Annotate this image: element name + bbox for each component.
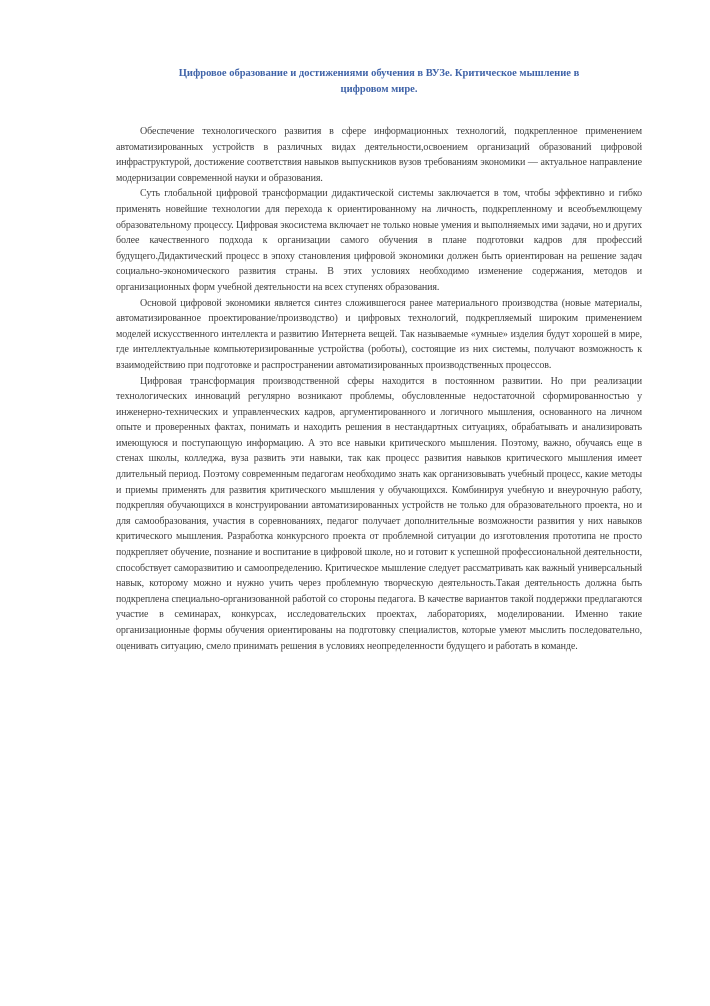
document-title: Цифровое образование и достижениями обучения в ВУЗе. Критическое мышление в цифровом мире. <box>178 68 580 95</box>
paragraph-1: Обеспечение технологического развития в сфере информационных технологий, подкрепленное применением автоматизированных устройств в различных видах деятельности,освоением организаций образований цифровой инфраструктурой, достижение соответствия навыков выпускников вузов требованиям экономики — актуальное направление модернизации современной науки и образования. <box>116 126 642 184</box>
paragraph-3: Основой цифровой экономики является синтез сложившегося ранее материального производства (новые материалы, автоматизированное проектирование/производство) и цифровых технологий, подкрепляемый широким применением моделей искусственного интеллекта и развитию Интернета вещей. Так называемые «умные» изделия будут хорошей в мире, где интеллектуальные компьютеризированные устройства (роботы), состоящие из них системы, получают возможность к взаимодействию при подготовке и распространении автоматизированных производственных процессов. <box>116 297 642 371</box>
paragraph-4: Цифровая трансформация производственной сферы находится в постоянном развитии. Но при реализации технологических инноваций регулярно возникают проблемы, обусловленные недостаточной сформированностью у инженерно-технических и управленческих кадров, аргументированного и логичного мышления, основанного на личном опыте и проверенных фактах, понимать и находить решения в нестандартных ситуациях, обрабатывать и анализировать имеющуюся и поступающую информацию. А это все навыки критического мышления. Поэтому, важно, обучаясь еще в стенах школы, колледжа, вуза развить эти навыки, так как процесс развития навыков критического мышления имеет длительный период. Поэтому современным педагогам необходимо знать как организовывать учебный процесс, какие методы и приемы применять для развития критического мышления у обучающихся. Комбинируя учебную и внеурочную работу, подкрепляя обучающихся в конструировании автоматизированных устройств не только для образовательного проекта, но и для самообразования, участия в соревнованиях, педагог получает дополнительные возможности развития у них навыков критического мышления. Разработка конкурсного проекта от проблемной ситуации до изготовления прототипа не просто подкрепляет обучение, познание и воспитание в цифровой школе, но и готовит к успешной профессиональной деятельности, способствует саморазвитию и самоопределению. Критическое мышление следует рассматривать как важный универсальный навык, которому можно и нужно учить через проблемную творческую деятельность.Такая деятельность должна быть подкреплена специально-организованной работой со стороны педагога. В качестве вариантов такой поддержки предлагаются участие в семинарах, конкурсах, исследовательских проектах, лабораториях, моделировании. Именно такие организационные формы обучения ориентированы на подготовку специалистов, которые умеют мыслить последовательно, оценивать ситуацию, смело принимать решения в условиях неопределенности будущего и работать в команде. <box>116 375 642 652</box>
paragraph-2: Суть глобальной цифровой трансформации дидактической системы заключается в том, чтобы эффективно и гибко применять новейшие технологии для перехода к ориентированному на личность, подкрепленному и всеобъемлющему образовательному процессу. Цифровая экосистема включает не только новые умения и выполняемых ими задачи, но и других более качественного подхода к организации самого обучения в плане подготовки кадров для профессий будущего.Дидактический процесс в эпоху становления цифровой экономики должен быть ориентирован на решение задач социально-экономического развития страны. В этих условиях необходимо изменение содержания, методов и организационных форм учебной деятельности на всех ступенях образования. <box>116 188 642 293</box>
